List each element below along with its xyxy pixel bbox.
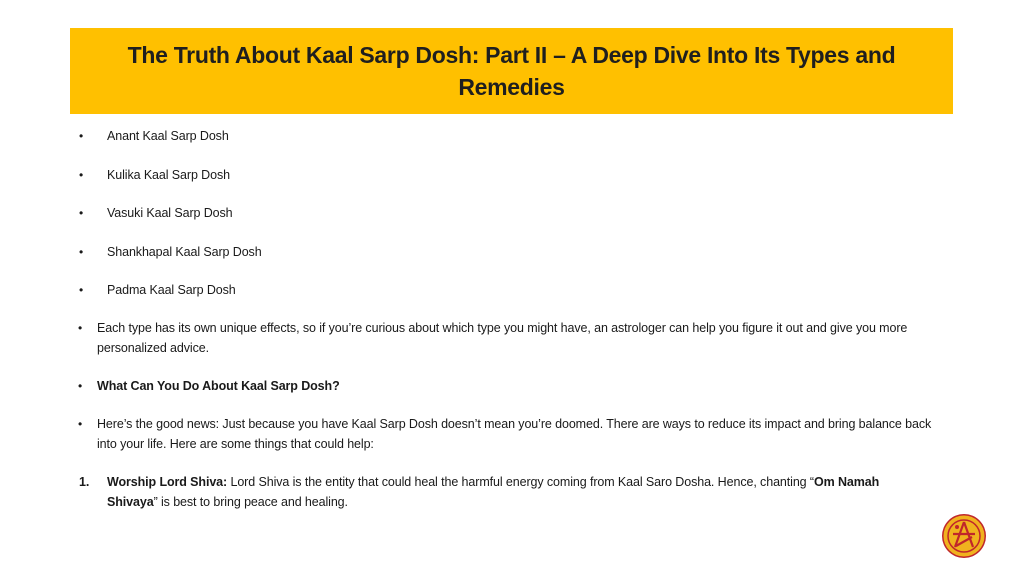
bullet-icon: •	[78, 417, 83, 431]
bullet-icon: •	[79, 245, 84, 259]
bullet-icon: •	[78, 321, 83, 335]
bullet-icon: •	[79, 206, 84, 220]
mantra: Om Namah Shivaya	[107, 475, 880, 509]
remedy-label: Worship Lord Shiva:	[107, 475, 228, 489]
page-title: The Truth About Kaal Sarp Dosh: Part II – A Deep Dive Into Its Types and Remedies	[127, 42, 896, 100]
title-banner	[70, 28, 953, 114]
bullet-icon: •	[78, 379, 83, 393]
logo-icon	[941, 513, 987, 559]
bullet-icon: •	[79, 283, 84, 297]
bullet-icon: •	[79, 168, 84, 182]
bullet-icon: •	[79, 129, 84, 143]
